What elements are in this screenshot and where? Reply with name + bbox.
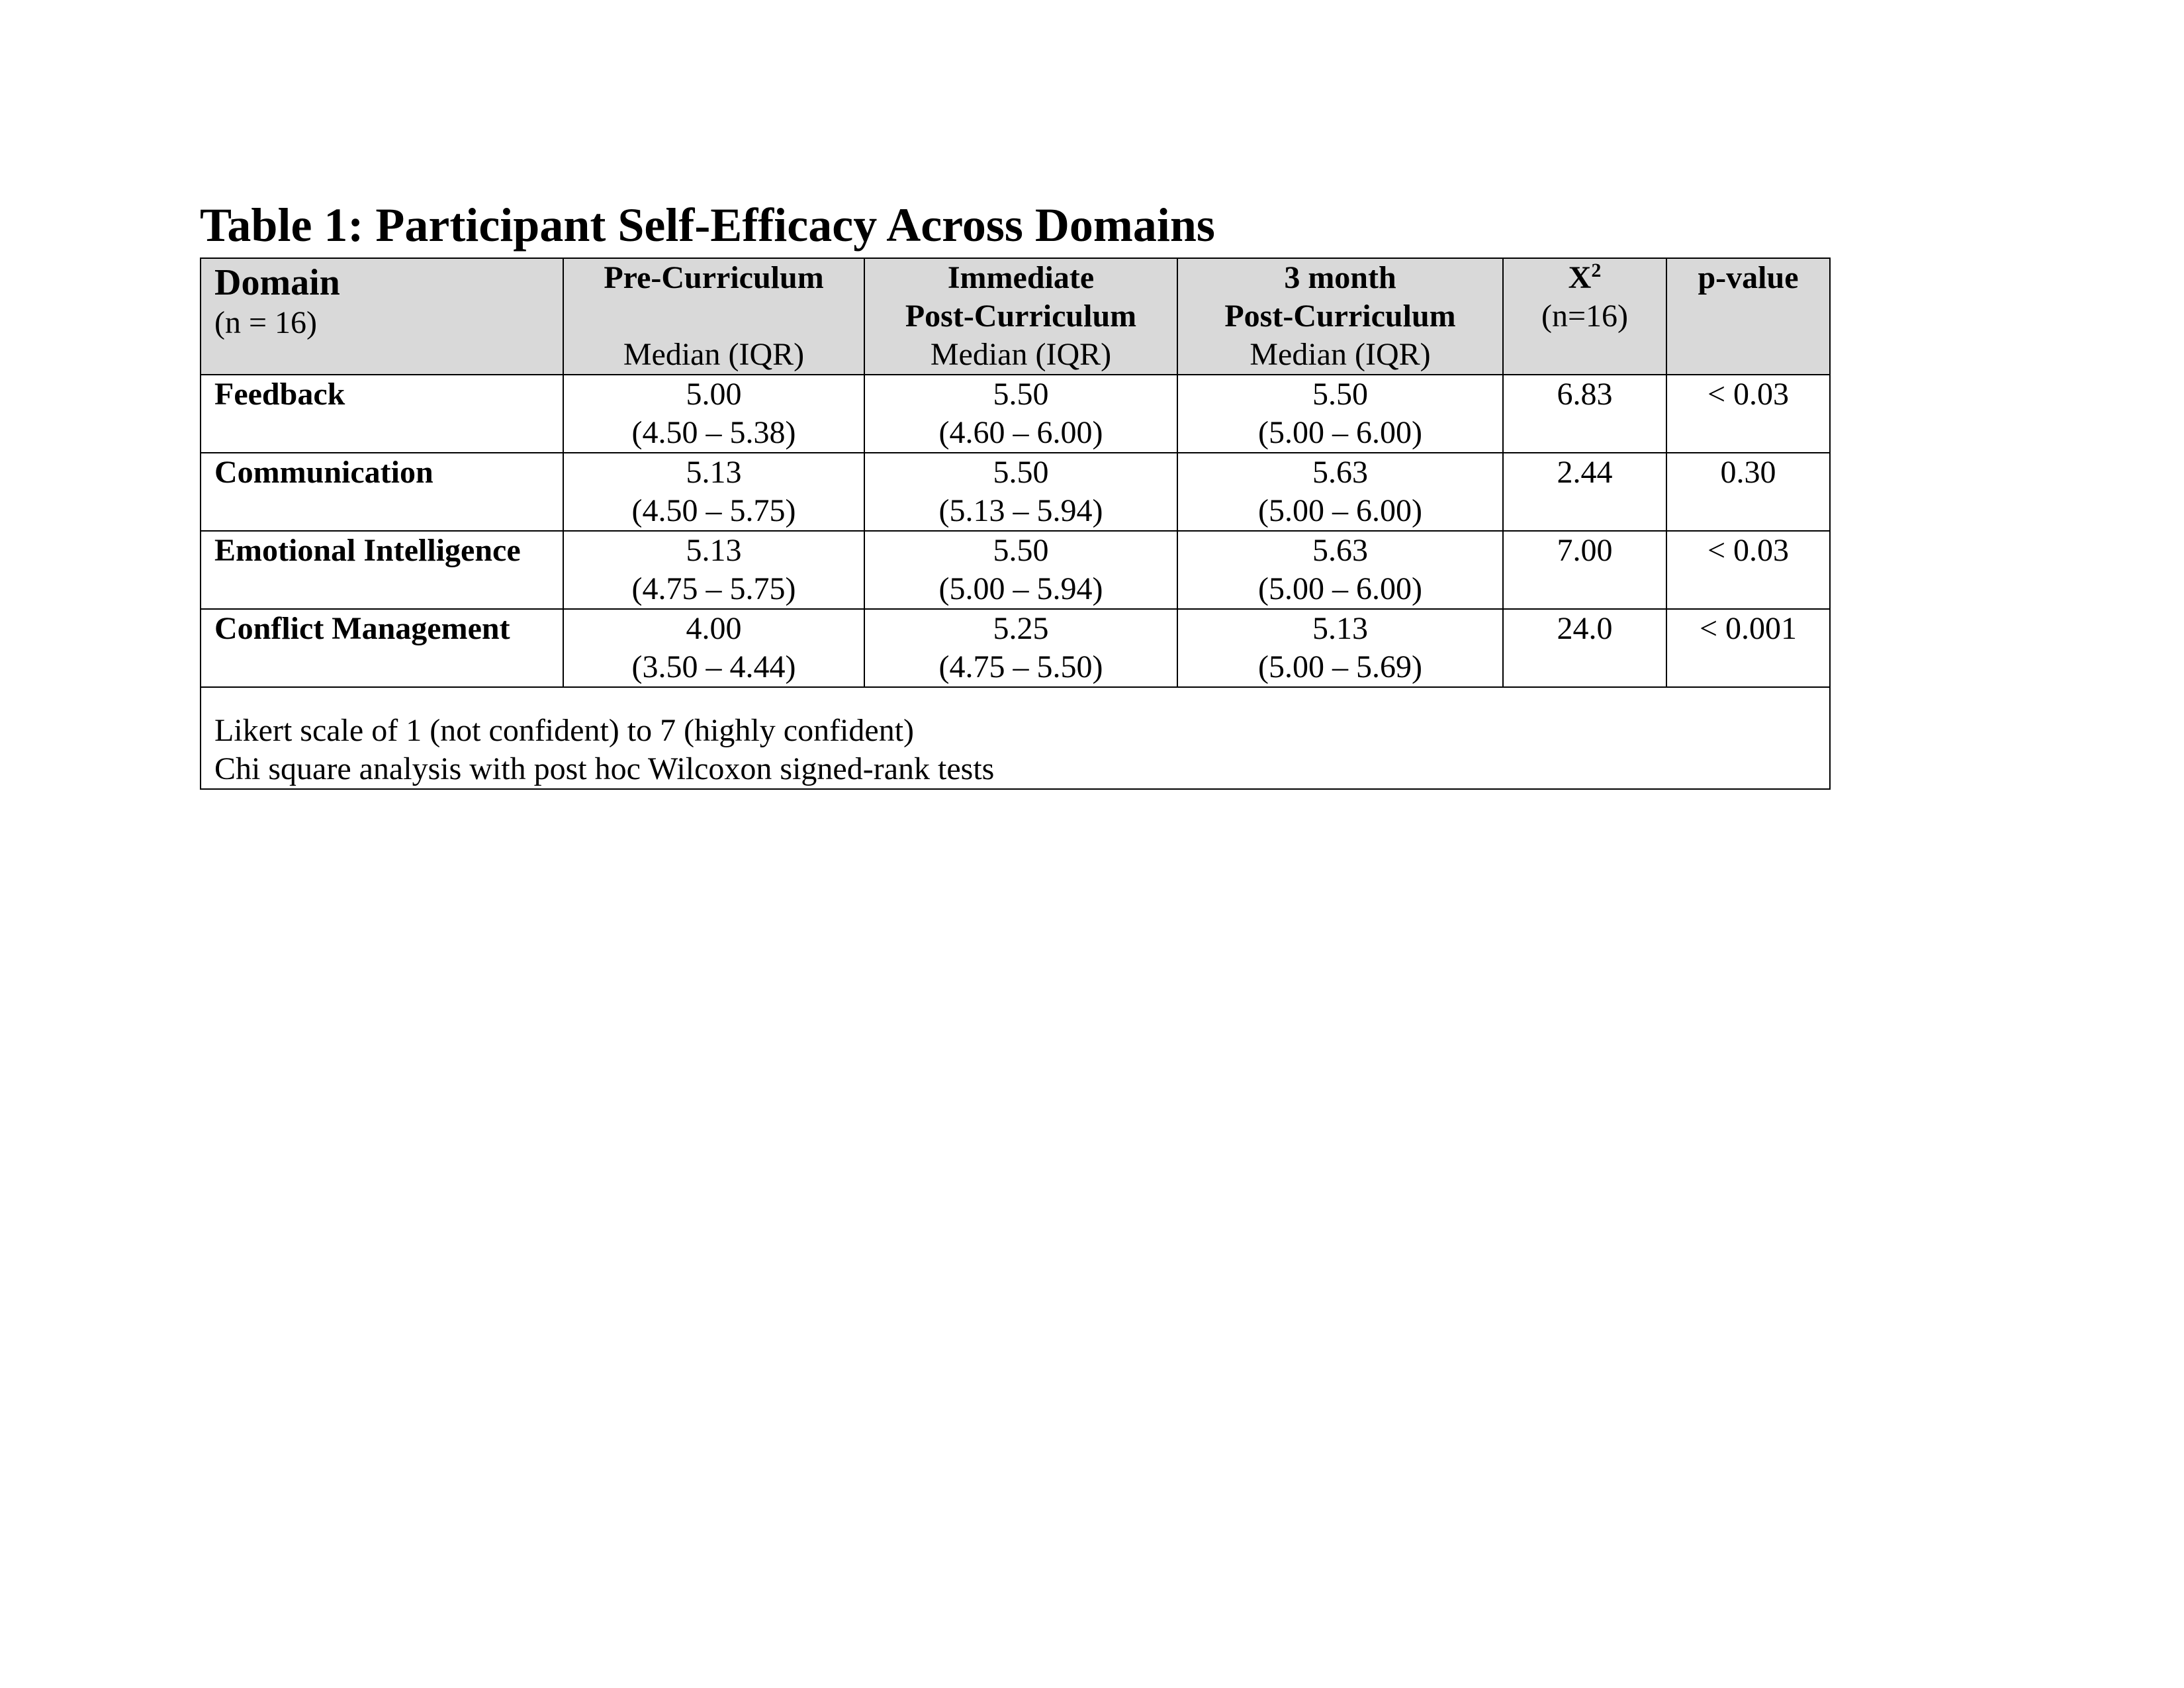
- chi-square-value: 6.83: [1503, 375, 1666, 453]
- header-chi-cell: [1503, 258, 1666, 375]
- p-value: 0.30: [1666, 453, 1830, 531]
- pre-median: 4.00: [686, 611, 742, 646]
- three-month-cell: [1177, 609, 1503, 687]
- notes-cell: [201, 687, 1830, 789]
- immediate-cell: [864, 609, 1177, 687]
- three-month-iqr: (5.00 – 6.00): [1258, 415, 1422, 450]
- header-domain-n: (n = 16): [214, 305, 318, 340]
- p-value: < 0.03: [1666, 531, 1830, 609]
- table-row: [201, 453, 1830, 531]
- header-chi-n: (n=16): [1541, 299, 1629, 334]
- note-statistical-method: Chi square analysis with post hoc Wilcoxon signed-rank tests: [214, 751, 995, 786]
- three-month-median: 5.13: [1312, 611, 1368, 646]
- immediate-iqr: (5.00 – 5.94): [938, 571, 1103, 606]
- row-domain: Communication: [201, 453, 563, 531]
- pre-cell: [563, 453, 864, 531]
- pre-cell: [563, 375, 864, 453]
- header-immediate-sub: Median (IQR): [930, 337, 1112, 372]
- header-pre-cell: [563, 258, 864, 375]
- header-p-cell: [1666, 258, 1830, 375]
- row-domain: Emotional Intelligence: [201, 531, 563, 609]
- three-month-median: 5.63: [1312, 455, 1368, 490]
- immediate-cell: [864, 531, 1177, 609]
- immediate-iqr: (5.13 – 5.94): [938, 493, 1103, 528]
- immediate-median: 5.50: [993, 455, 1049, 490]
- header-chi-label-line: [1504, 259, 1666, 297]
- pre-median: 5.13: [686, 533, 742, 568]
- header-domain-cell: [201, 258, 563, 375]
- three-month-median: 5.50: [1312, 377, 1368, 412]
- immediate-cell: [864, 375, 1177, 453]
- pre-cell: [563, 531, 864, 609]
- p-value: < 0.001: [1666, 609, 1830, 687]
- three-month-cell: [1177, 531, 1503, 609]
- notes-row: [201, 687, 1830, 789]
- note-likert-scale: Likert scale of 1 (not confident) to 7 (highly confident): [214, 713, 915, 748]
- header-chi-label: X: [1568, 260, 1592, 295]
- header-p-label: p-value: [1698, 260, 1799, 295]
- immediate-iqr: (4.75 – 5.50): [938, 649, 1103, 684]
- header-three-month-cell: [1177, 258, 1503, 375]
- three-month-cell: [1177, 453, 1503, 531]
- p-value: < 0.03: [1666, 375, 1830, 453]
- immediate-median: 5.50: [993, 533, 1049, 568]
- three-month-median: 5.63: [1312, 533, 1368, 568]
- chi-square-value: 24.0: [1503, 609, 1666, 687]
- three-month-cell: [1177, 375, 1503, 453]
- table-row: [201, 531, 1830, 609]
- header-three-month-label-1: 3 month: [1284, 260, 1396, 295]
- immediate-median: 5.50: [993, 377, 1049, 412]
- header-pre-label: Pre-Curriculum: [604, 260, 824, 295]
- pre-iqr: (3.50 – 4.44): [631, 649, 796, 684]
- header-domain-label: Domain: [214, 262, 340, 303]
- three-month-iqr: (5.00 – 6.00): [1258, 493, 1422, 528]
- header-immediate-label-1: Immediate: [947, 260, 1095, 295]
- header-pre-sub: Median (IQR): [623, 337, 805, 372]
- header-row: [201, 258, 1830, 375]
- pre-iqr: (4.75 – 5.75): [631, 571, 796, 606]
- chi-square-value: 7.00: [1503, 531, 1666, 609]
- pre-median: 5.00: [686, 377, 742, 412]
- immediate-cell: [864, 453, 1177, 531]
- pre-iqr: (4.50 – 5.38): [631, 415, 796, 450]
- pre-median: 5.13: [686, 455, 742, 490]
- table-row: [201, 375, 1830, 453]
- immediate-median: 5.25: [993, 611, 1049, 646]
- table-row: [201, 609, 1830, 687]
- three-month-iqr: (5.00 – 5.69): [1258, 649, 1422, 684]
- immediate-iqr: (4.60 – 6.00): [938, 415, 1103, 450]
- header-immediate-cell: [864, 258, 1177, 375]
- self-efficacy-table: [200, 258, 1831, 790]
- chi-square-value: 2.44: [1503, 453, 1666, 531]
- header-three-month-sub: Median (IQR): [1250, 337, 1431, 372]
- pre-cell: [563, 609, 864, 687]
- table-title: Table 1: Participant Self-Efficacy Across Domains: [200, 199, 1215, 252]
- header-three-month-label-2: Post-Curriculum: [1224, 299, 1456, 334]
- pre-iqr: (4.50 – 5.75): [631, 493, 796, 528]
- row-domain: Feedback: [201, 375, 563, 453]
- three-month-iqr: (5.00 – 6.00): [1258, 571, 1422, 606]
- header-chi-sup: 2: [1591, 259, 1602, 281]
- header-immediate-label-2: Post-Curriculum: [905, 299, 1137, 334]
- row-domain: Conflict Management: [201, 609, 563, 687]
